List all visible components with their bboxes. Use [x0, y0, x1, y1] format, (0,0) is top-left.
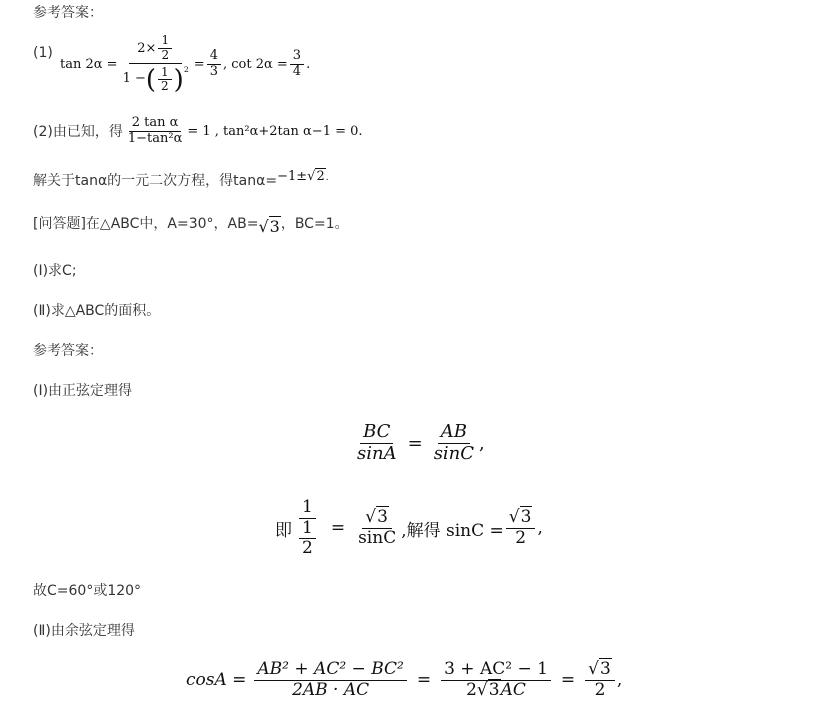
cot-text: , cot 2α = — [222, 56, 288, 72]
tan2a-fraction: 2× $\frac{1}{2}$ 1 − ( $\frac{1}{2}$ ) $^2$ — [122, 33, 189, 95]
two-times: 2× — [137, 40, 157, 56]
answer-header-2: 参考答案： — [33, 343, 103, 359]
question-line: [问答题]在△ABC中，A=30°，AB=√3，BC=1。 — [33, 216, 349, 236]
eq2-comma: , — [537, 518, 543, 539]
eq3-den2-pre: 2 — [466, 679, 477, 700]
den-half-den: 2 — [161, 79, 169, 94]
solve-root: −1± — [277, 169, 308, 184]
eq1-bc: BC — [360, 422, 393, 444]
answer-header: 参考答案： — [33, 5, 103, 21]
eq2-eq: = — [330, 518, 346, 539]
eq2-sqrt3b: 3 — [520, 507, 532, 528]
half-den: 2 — [161, 47, 170, 62]
eq-sign: = — [193, 56, 205, 72]
den-one-minus: 1 − — [122, 71, 146, 87]
item2-line — [33, 116, 363, 147]
cot-num: 3 — [290, 49, 304, 65]
answer-part2-intro: (Ⅱ)由余弦定理得 — [33, 623, 135, 639]
eq1-eq: = — [407, 432, 423, 454]
sine-law-equation — [352, 422, 485, 464]
eq3-cosA: cosA = — [186, 670, 247, 691]
eq3-eq2: = — [560, 670, 576, 691]
eq1-sinA: sinA — [357, 442, 397, 464]
three: 3 — [209, 63, 218, 79]
item2-frac-num: 2 tan α — [129, 116, 182, 132]
eq1-ab: AB — [438, 422, 470, 444]
period: . — [306, 56, 311, 72]
question-rest: ，BC=1。 — [280, 216, 349, 232]
item2-frac-den: 1−tan²α — [127, 130, 183, 146]
question-sqrt: 3 — [269, 217, 280, 236]
eq3-two: 2 — [594, 679, 606, 700]
eq2-jiede: ,解得 sinC = — [401, 520, 504, 541]
solve-text: 解关于tanα的一元二次方程，得tanα= — [33, 173, 278, 189]
eq3-den1: 2AB · AC — [292, 679, 370, 700]
question-part1: (Ⅰ)求C; — [33, 263, 77, 279]
eq2-one: 1 — [299, 498, 316, 519]
eq2-two: 2 — [515, 527, 527, 548]
question-part2: (Ⅱ)求△ABC的面积。 — [33, 303, 161, 319]
eq2-inner-one: 1 — [299, 519, 316, 540]
four-thirds — [207, 49, 221, 80]
answer-part1-result: 故C=60°或120° — [33, 583, 142, 599]
item1-label: (1) — [33, 45, 53, 61]
three-fourths — [290, 49, 304, 80]
eq3-eq: = — [416, 670, 432, 691]
solve-sqrt: 2 — [316, 169, 325, 184]
eq3-sqrt3: 3 — [600, 659, 611, 679]
cot-den: 4 — [292, 63, 302, 79]
eq2-ji: 即 — [275, 520, 292, 541]
eq3-den2-post: AC — [500, 679, 526, 700]
eq3-den2-sqrt: 3 — [488, 679, 500, 700]
eq1-comma: , — [479, 432, 485, 454]
eq2-sinC: sinC — [358, 527, 397, 548]
sine-solve-equation: 即 $\frac{1}{\frac{1}{2}}$ = $\frac{√3}{\sin C}$ ,解得 sinC = $\frac{√3}{2}$ , — [275, 497, 543, 559]
half-num: 1 — [158, 34, 172, 49]
cosine-law-equation: cosA = $\frac{\text{AB² + AC² − BC²}}{2AB \cdot AC}$ = $\frac{\text{3 + AC² − 1}}{2√3AC}$ = $\frac{√3}{2}$ , — [186, 659, 623, 700]
eq3-comma: , — [616, 670, 623, 691]
four: 4 — [207, 49, 221, 65]
tan2a-lhs: tan 2α = — [60, 56, 118, 72]
eq3-num1: AB² + AC² − BC² — [254, 660, 406, 681]
solve-line: 解关于tanα的一元二次方程，得tanα=−1±√2. — [33, 169, 329, 189]
eq1-sinC: sinC — [433, 442, 475, 464]
eq3-num2: 3 + AC² − 1 — [441, 660, 551, 681]
item1-formula — [60, 34, 310, 94]
eq2-sqrt3: 3 — [377, 507, 388, 528]
solve-dot: . — [325, 173, 329, 183]
den-half-num: 1 — [158, 66, 172, 81]
question-text: [问答题]在△ABC中，A=30°，AB= — [33, 216, 259, 232]
eq2-inner-two: 2 — [302, 538, 313, 559]
den-square: 2 — [183, 64, 189, 74]
item2-prefix: (2)由已知，得 — [33, 124, 123, 141]
item2-fraction — [125, 116, 186, 147]
answer-part1-intro: (Ⅰ)由正弦定理得 — [33, 383, 133, 399]
item2-rest: = 1 , tan²α+2tan α−1 = 0. — [187, 123, 363, 139]
